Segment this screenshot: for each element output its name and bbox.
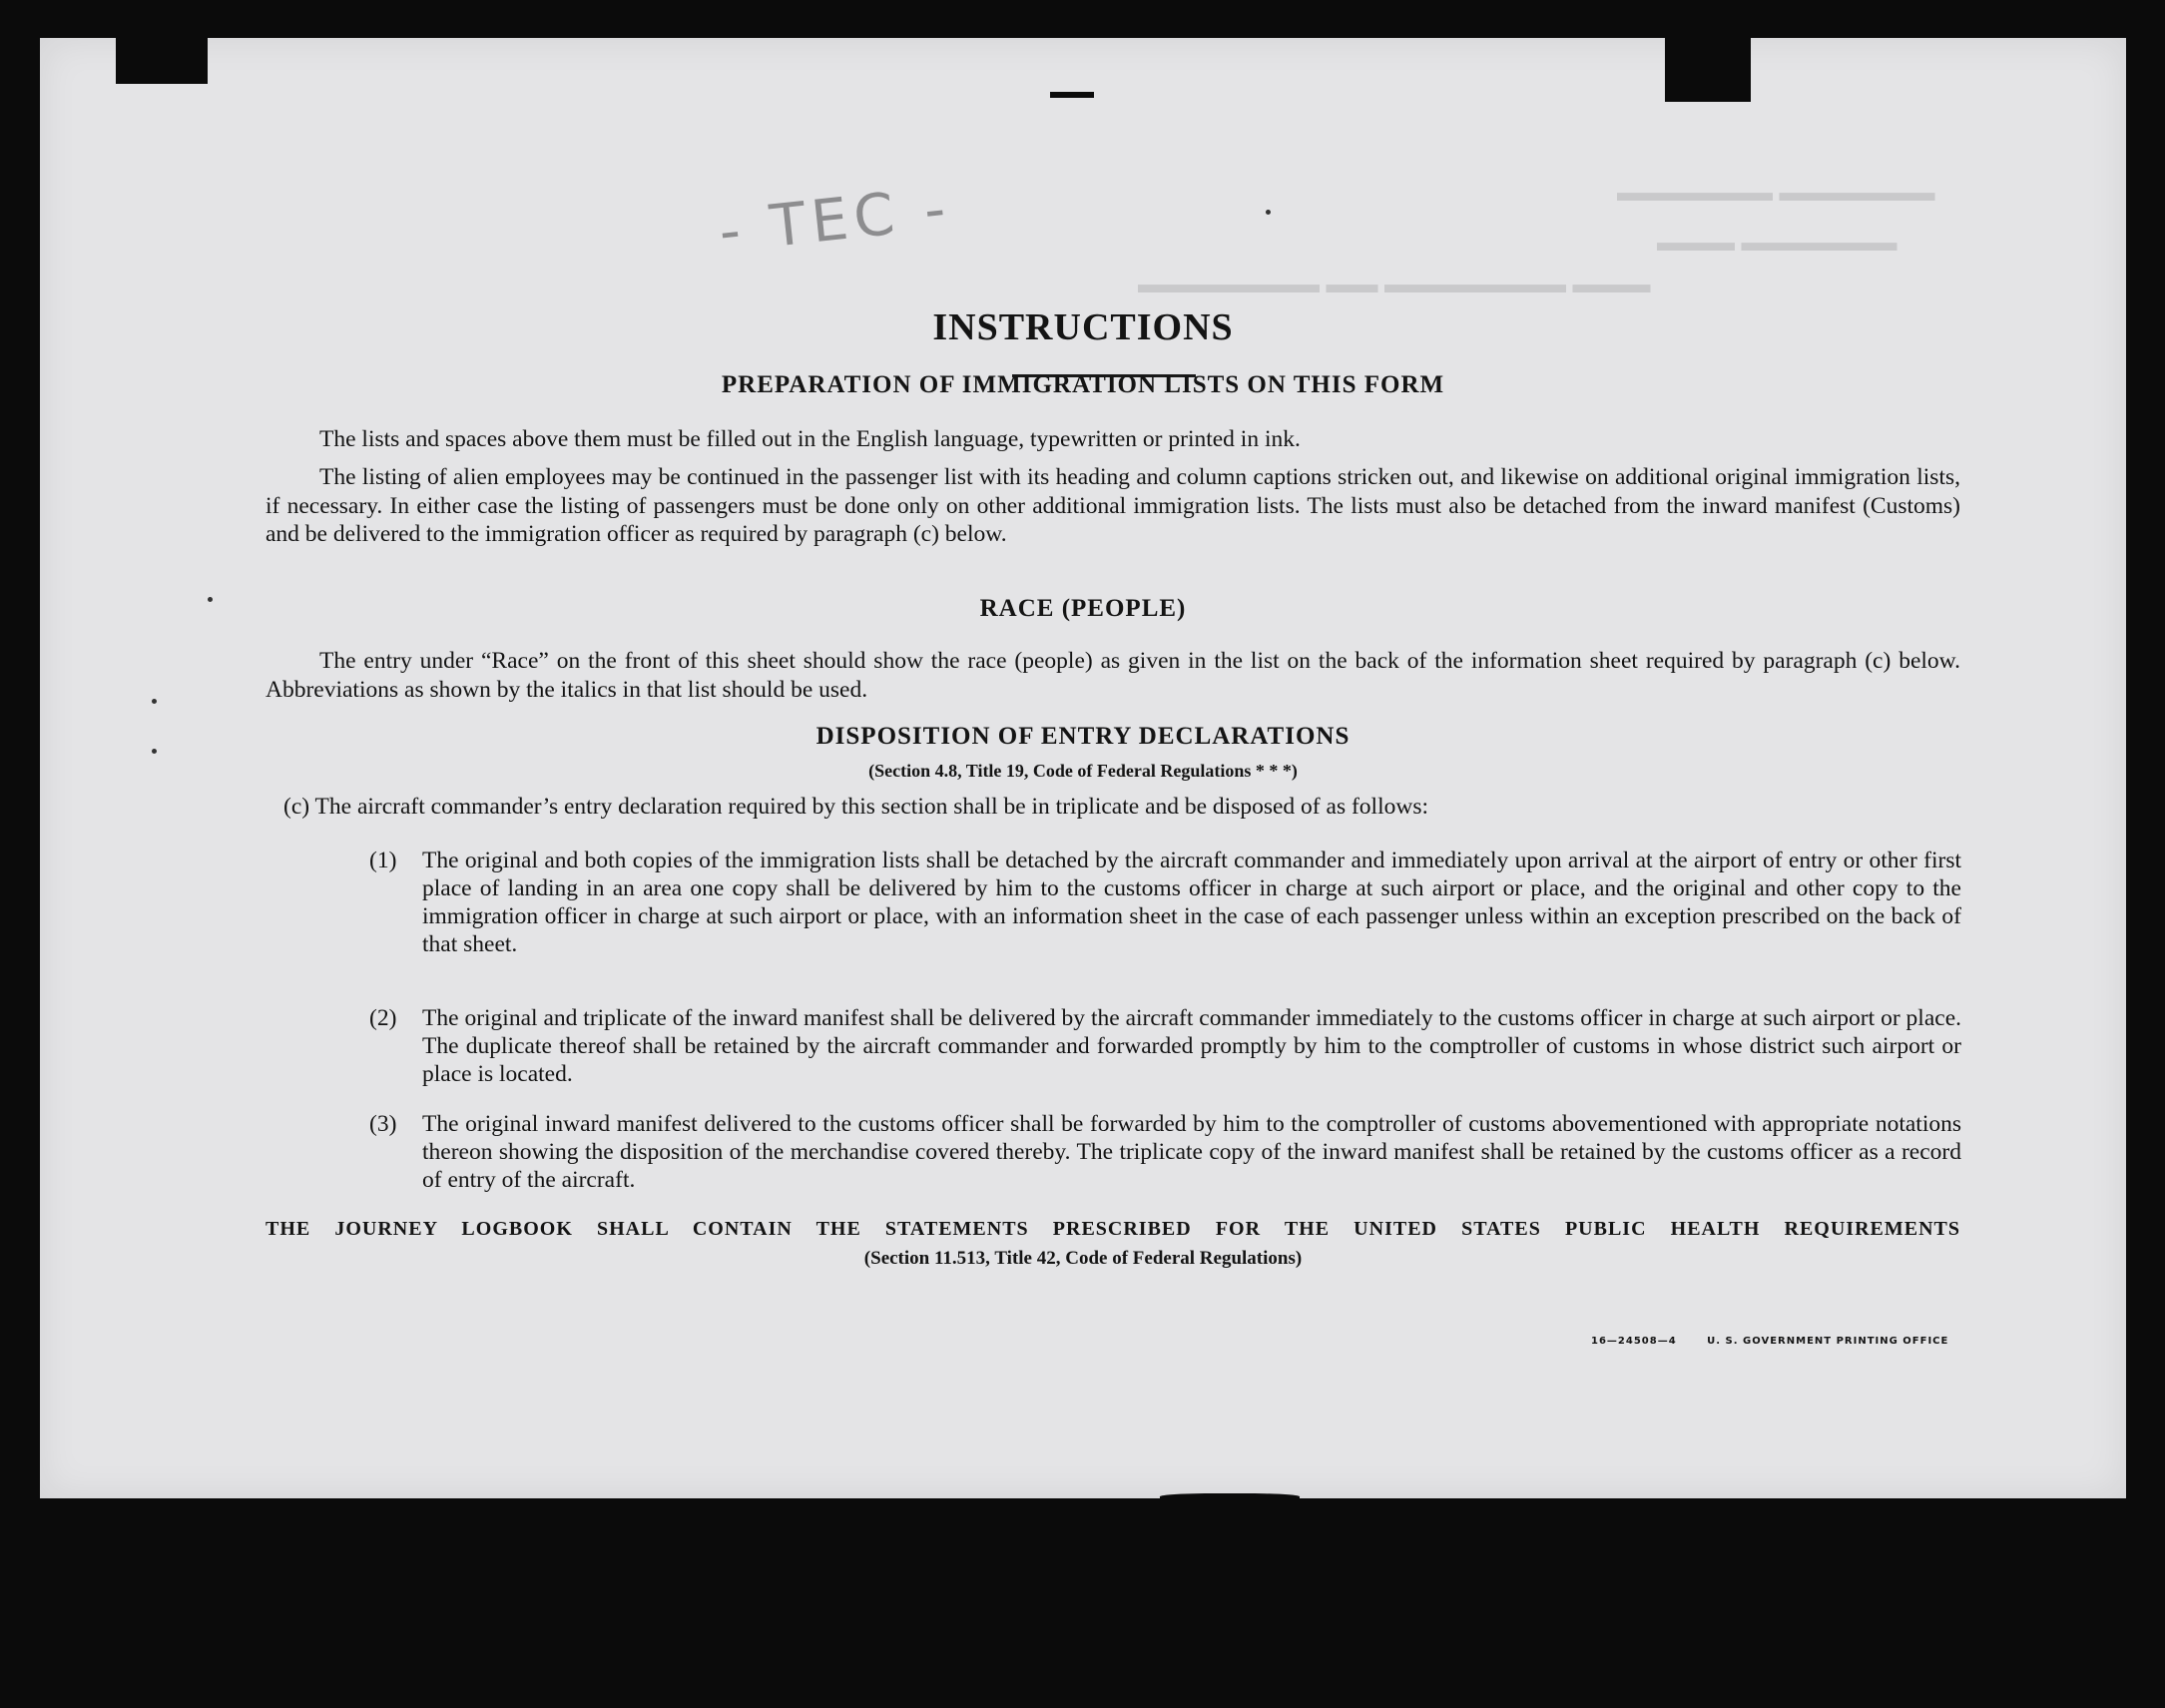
public-health-citation: (Section 11.513, Title 42, Code of Federal Regulations)	[863, 1248, 1303, 1269]
item-number: (3)	[369, 1111, 397, 1137]
disposition-item-3	[369, 1110, 1961, 1194]
public-health-statement: THE JOURNEY LOGBOOK SHALL CONTAIN THE STATEMENTS PRESCRIBED FOR THE UNITED STATES PUBLIC HEALTH REQUIREMENTS	[266, 1218, 1960, 1240]
section-heading-preparation: PREPARATION OF IMMIGRATION LISTS ON THIS FORM	[721, 371, 1445, 398]
printer-imprint	[1591, 1336, 1974, 1347]
section-heading-race: RACE (PEOPLE)	[979, 595, 1187, 622]
printing-office: U. S. GOVERNMENT PRINTING OFFICE	[1707, 1336, 1949, 1347]
item-number: (2)	[369, 1005, 397, 1031]
item-text: The original and triplicate of the inward manifest shall be delivered by the aircraft commander immediately to the customs officer in charge at such airport or place. The duplicate thereof shall be retained by the aircraft commander and forwarded promptly by him to the comptroller of customs in whose district such airport or place is located.	[422, 1005, 1961, 1087]
item-text: The original inward manifest delivered to the customs officer shall be forwarded by him to the comptroller of customs abovementioned with appropriate notations thereon showing the disposition of the merchandise covered thereby. The triplicate copy of the inward manifest shall be retained by the customs officer as a record of entry of the aircraft.	[422, 1111, 1961, 1193]
bleed-through-text: ▬▬▬▬▬▬▬ ▬▬ ▬▬▬▬▬▬▬ ▬▬▬	[1138, 270, 1651, 298]
disposition-citation: (Section 4.8, Title 19, Code of Federal Regulations * * *)	[868, 761, 1298, 781]
disposition-item-1	[369, 847, 1961, 958]
form-number: 16—24508—4	[1591, 1336, 1677, 1347]
disposition-item-2	[369, 1004, 1961, 1088]
page-title: INSTRUCTIONS	[932, 306, 1234, 348]
handwritten-mark: - TEC -	[716, 173, 955, 267]
paragraph-preparation-1: The lists and spaces above them must be filled out in the English language, typewritten or printed in ink.	[319, 426, 1301, 452]
document-page	[40, 38, 2126, 1498]
item-number: (1)	[369, 848, 397, 873]
paragraph-race: The entry under “Race” on the front of this sheet should show the race (people) as given in the list on the back of the information sheet required by paragraph (c) below. Abbreviations as shown by the italics in that list should be used.	[266, 648, 1960, 703]
section-heading-disposition: DISPOSITION OF ENTRY DECLARATIONS	[815, 723, 1351, 750]
paragraph-preparation-2: The listing of alien employees may be continued in the passenger list with its heading and column captions stricken out, and likewise on additional original immigration lists, if necessary. In either case the listing of passengers must be done only on other additional immigration lists. The lists must also be detached from the inward manifest (Customs) and be delivered to the immigration officer as required by paragraph (c) below.	[266, 464, 1960, 547]
disposition-intro: (c) The aircraft commander’s entry declaration required by this section shall be in triplicate and be disposed of as follows:	[283, 794, 1428, 820]
instructions-content	[40, 38, 2126, 1498]
bleed-through-text: ▬▬▬ ▬▬▬▬▬▬	[1657, 228, 1897, 257]
bleed-through-text: ▬▬▬▬▬▬ ▬▬▬▬▬▬	[1617, 178, 1935, 207]
item-text: The original and both copies of the immigration lists shall be detached by the aircraft commander and immediately upon arrival at the airport of entry or other first place of landing in an area one copy shall be delivered by him to the customs officer in charge at such airport or place, and the original and other copy to the immigration officer in charge at such airport or place, with an information sheet in the case of each passenger unless within an exception prescribed on the back of that sheet.	[422, 848, 1961, 957]
